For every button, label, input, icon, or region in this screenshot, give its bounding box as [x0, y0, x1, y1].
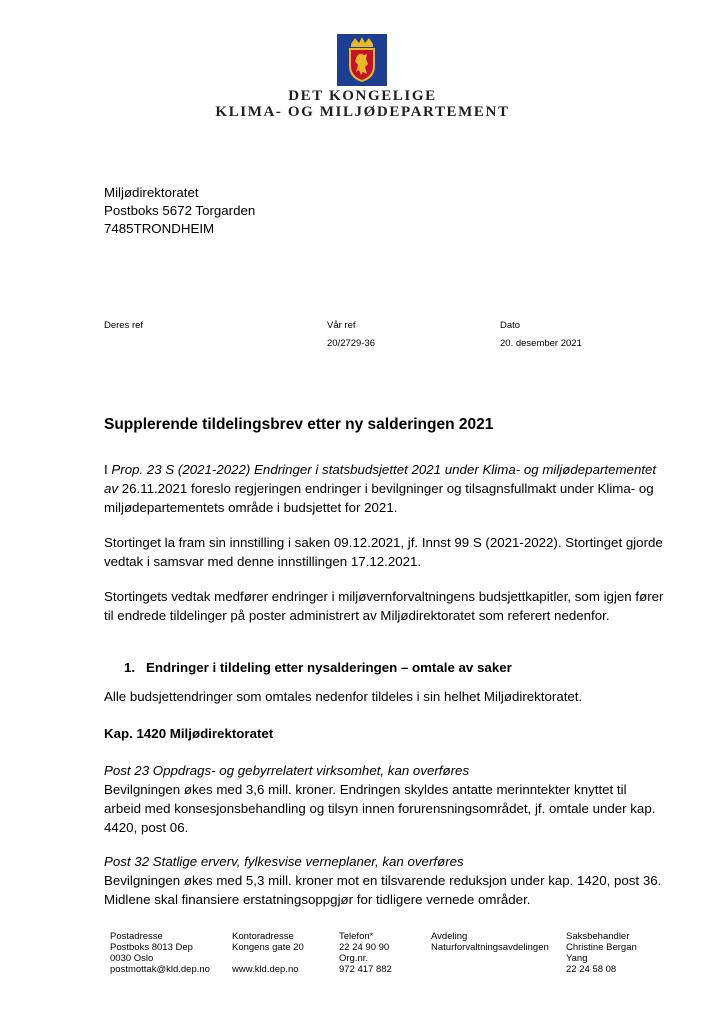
post-32-heading [104, 852, 664, 871]
intro-prefix: I [104, 462, 112, 477]
post-23-heading [104, 761, 664, 780]
recipient-postbox: Postboks 5672 Torgarden [104, 203, 256, 218]
footer-department [431, 931, 549, 953]
paragraph-allocation: Alle budsjettendringer som omtales nedenfor tildeles i sin helhet Miljødirektoratet. [104, 689, 583, 704]
deres-ref-label: Deres ref [104, 320, 144, 331]
footer-phone-label: Telefon* [339, 931, 374, 942]
var-ref-value: 20/2729-36 [327, 338, 376, 349]
department-name-line2: KLIMA- OG MILJØDEPARTEMENT [215, 104, 510, 120]
section-heading: Endringer i tildeling etter nysalderingen – omtale av saker [146, 660, 512, 675]
recipient-city: 7485TRONDHEIM [104, 221, 215, 236]
paragraph-stortinget: Stortinget la fram sin innstilling i saken 09.12.2021, jf. Innst 99 S (2021-2022). Stortinget gjorde vedtak i samsvar med denne innstillingen 17.12.2021. [104, 535, 663, 569]
chapter-heading: Kap. 1420 Miljødirektoratet [104, 726, 274, 741]
footer-orgnr-label: Org.nr. [339, 953, 369, 964]
var-ref-label: Vår ref [327, 320, 356, 331]
footer-case-officer-surname: Yang [566, 953, 588, 964]
footer-website: www.kld.dep.no [232, 964, 299, 975]
footer-office-street: Kongens gate 20 [232, 942, 304, 953]
coat-of-arms-logo [337, 34, 387, 86]
footer-office-label: Kontoradresse [232, 931, 294, 942]
intro-proposition-title: Prop. 23 S (2021-2022) Endringer i statsbudsjettet 2021 under Klima- og miljødepartementet av [104, 462, 657, 496]
footer-department-name: Naturforvaltningsavdelingen [431, 942, 549, 953]
letter-title: Supplerende tildelingsbrev etter ny salderingen 2021 [104, 416, 494, 433]
footer-postal-city: 0030 Oslo [110, 953, 154, 964]
section-number: 1. [124, 660, 136, 675]
paragraph-intro [104, 460, 664, 517]
intro-text: 26.11.2021 foreslo regjeringen endringer i bevilgninger og tilsagnsfullmakt under Klima- og miljødepartementets område i budsjettet for 2021. [104, 481, 654, 515]
footer-case-officer-phone: 22 24 58 08 [566, 964, 617, 975]
post-23-title: Post 23 Oppdrags- og gebyrrelatert virksomhet, kan overføres [104, 763, 470, 778]
footer-postal-box: Postboks 8013 Dep [110, 942, 193, 953]
footer-case-officer-label: Saksbehandler [566, 931, 630, 942]
paragraph-consequences: Stortingets vedtak medfører endringer i miljøvernforvaltningens budsjettkapitler, som igjen fører til endrede tildelinger på poster administrert av Miljødirektoratet som referert nedenfor. [104, 589, 664, 623]
footer-phone-number: 22 24 90 90 [339, 942, 390, 953]
footer-email: postmottak@kld.dep.no [110, 964, 210, 975]
footer-postal-label: Postadresse [110, 931, 163, 942]
footer-phone [339, 931, 392, 975]
footer-case-officer-name: Christine Bergan [566, 942, 637, 953]
footer-case-officer [566, 931, 637, 975]
footer-postal-address [110, 931, 210, 975]
department-name-line1: DET KONGELIGE [288, 88, 437, 104]
date-value: 20. desember 2021 [500, 338, 582, 349]
recipient-name: Miljødirektoratet [104, 185, 199, 200]
footer-office-blank [232, 953, 304, 964]
footer-orgnr-value: 972 417 882 [339, 964, 392, 975]
recipient-address [104, 184, 255, 238]
date-label: Dato [500, 320, 521, 331]
footer-office-address [232, 931, 304, 975]
post-23-text: Bevilgningen økes med 3,6 mill. kroner. Endringen skyldes antatte merinntekter knyttet til arbeid med konsesjonsbehandling og tilsyn innen forurensningsområdet, jf. omtale under kap. 4420, post 06. [104, 782, 656, 835]
post-32-text: Bevilgningen økes med 5,3 mill. kroner mot en tilsvarende reduksjon under kap. 1420, post 36. Midlene skal finansiere erstatningsoppgjør for tidligere vernede områder. [104, 873, 662, 907]
post-32-title: Post 32 Statlige erverv, fylkesvise verneplaner, kan overføres [104, 854, 464, 869]
footer-department-label: Avdeling [431, 931, 468, 942]
